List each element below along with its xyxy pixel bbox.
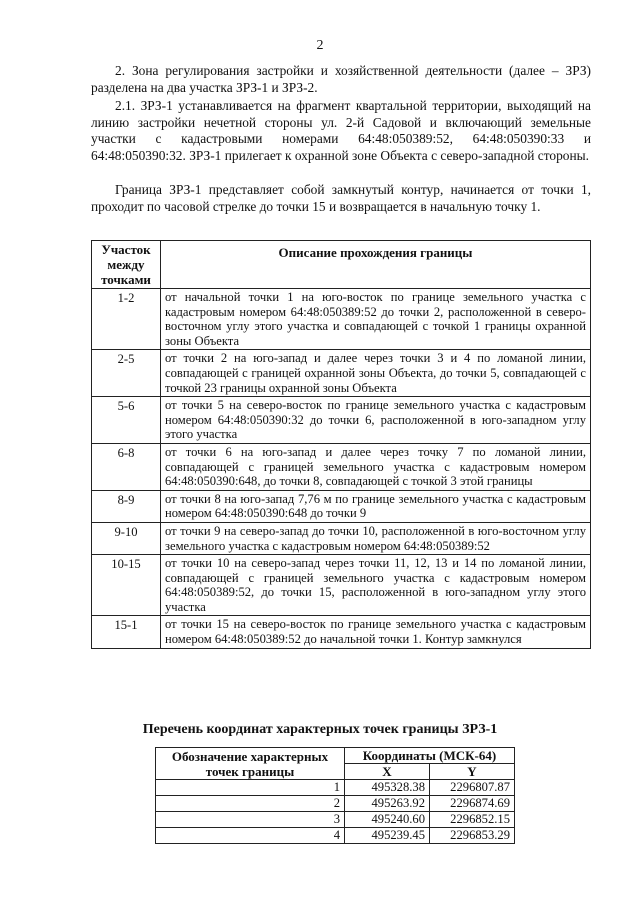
x-cell: 495240.60 <box>345 812 430 828</box>
coordinates-table <box>155 747 515 844</box>
header-description: Описание прохождения границы <box>161 241 591 289</box>
table-row <box>92 443 591 490</box>
segment-cell: 2-5 <box>92 350 161 397</box>
y-cell: 2296852.15 <box>430 812 515 828</box>
table-row <box>156 828 515 844</box>
y-cell: 2296853.29 <box>430 828 515 844</box>
header-segment: Участок между точками <box>92 241 161 289</box>
paragraph-zrz1-boundary: Граница ЗРЗ-1 представляет собой замкнутый контур, начинается от точки 1, проходит по часовой стрелке до точки 15 и возвращается в начальную точку 1. <box>91 182 591 214</box>
segment-cell: 9-10 <box>92 522 161 554</box>
x-cell: 495263.92 <box>345 796 430 812</box>
point-cell: 4 <box>156 828 345 844</box>
boundary-description-table <box>91 240 591 649</box>
header-point: Обозначение характерных точек границы <box>156 748 345 780</box>
segment-cell: 5-6 <box>92 397 161 444</box>
description-cell: от точки 2 на юго-запад и далее через точки 3 и 4 по ломаной линии, совпадающей с границей охранной зоны Объекта, до точки 5, совпадающей с точкой 23 границы охранной зоны Объекта <box>161 350 591 397</box>
segment-cell: 8-9 <box>92 490 161 522</box>
segment-cell: 15-1 <box>92 616 161 648</box>
segment-cell: 1-2 <box>92 289 161 350</box>
boundary-table-header <box>92 241 591 289</box>
table-row <box>92 555 591 616</box>
x-cell: 495239.45 <box>345 828 430 844</box>
point-cell: 1 <box>156 780 345 796</box>
table-row <box>92 522 591 554</box>
header-y: Y <box>430 764 515 780</box>
point-cell: 3 <box>156 812 345 828</box>
segment-cell: 6-8 <box>92 443 161 490</box>
description-cell: от точки 8 на юго-запад 7,76 м по границе земельного участка с кадастровым номером 64:48:050390:648 до точки 9 <box>161 490 591 522</box>
table-row <box>92 616 591 648</box>
paragraph-zrz1-description: 2.1. ЗРЗ-1 устанавливается на фрагмент квартальной территории, выходящий на линию застройки нечетной стороны ул. 2-й Садовой и включающий земельные участки с кадастровыми номерами 64:48:050389:52, 64:48:050390:33 и 64:48:050390:32. ЗРЗ-1 прилегает к охранной зоне Объекта с северо-западной стороны. <box>91 98 591 163</box>
page-number: 2 <box>316 38 324 53</box>
description-cell: от точки 10 на северо-запад через точки 11, 12, 13 и 14 по ломаной линии, совпадающей с границей земельного участка с кадастровым номером 64:48:050389:52, до точки 15, расположенной в юго-западном углу этого участка <box>161 555 591 616</box>
description-cell: от точки 5 на северо-восток по границе земельного участка с кадастровым номером 64:48:050390:32 до точки 6, расположенной в юго-западном углу этого участка <box>161 397 591 444</box>
table-row <box>92 350 591 397</box>
table-row <box>156 780 515 796</box>
coords-header-row <box>156 748 515 764</box>
table-row <box>92 490 591 522</box>
y-cell: 2296807.87 <box>430 780 515 796</box>
table-row <box>156 796 515 812</box>
table-row <box>92 289 591 350</box>
description-cell: от точки 6 на юго-запад и далее через точку 7 по ломаной линии, совпадающей с границей земельного участка с кадастровым номером 64:48:050390:648, до точки 8, совпадающей с точкой 3 этой границы <box>161 443 591 490</box>
x-cell: 495328.38 <box>345 780 430 796</box>
coordinates-title: Перечень координат характерных точек границы ЗРЗ-1 <box>142 722 498 737</box>
point-cell: 2 <box>156 796 345 812</box>
segment-cell: 10-15 <box>92 555 161 616</box>
table-row <box>92 397 591 444</box>
y-cell: 2296874.69 <box>430 796 515 812</box>
header-x: X <box>345 764 430 780</box>
table-row <box>156 812 515 828</box>
paragraph-zone-intro: 2. Зона регулирования застройки и хозяйственной деятельности (далее – ЗРЗ) разделена на два участка ЗРЗ-1 и ЗРЗ-2. <box>91 63 591 95</box>
description-cell: от начальной точки 1 на юго-восток по границе земельного участка с кадастровым номером 64:48:050389:52 до точки 2, расположенной в северо-восточном углу этого участка и совпадающей с точкой 1 границы охранной зоны Объекта <box>161 289 591 350</box>
header-coordinates: Координаты (МСК-64) <box>345 748 515 764</box>
description-cell: от точки 9 на северо-запад до точки 10, расположенной в юго-восточном углу земельного участка с кадастровым номером 64:48:050389:52 <box>161 522 591 554</box>
description-cell: от точки 15 на северо-восток по границе земельного участка с кадастровым номером 64:48:050389:52 до начальной точки 1. Контур замкнулся <box>161 616 591 648</box>
